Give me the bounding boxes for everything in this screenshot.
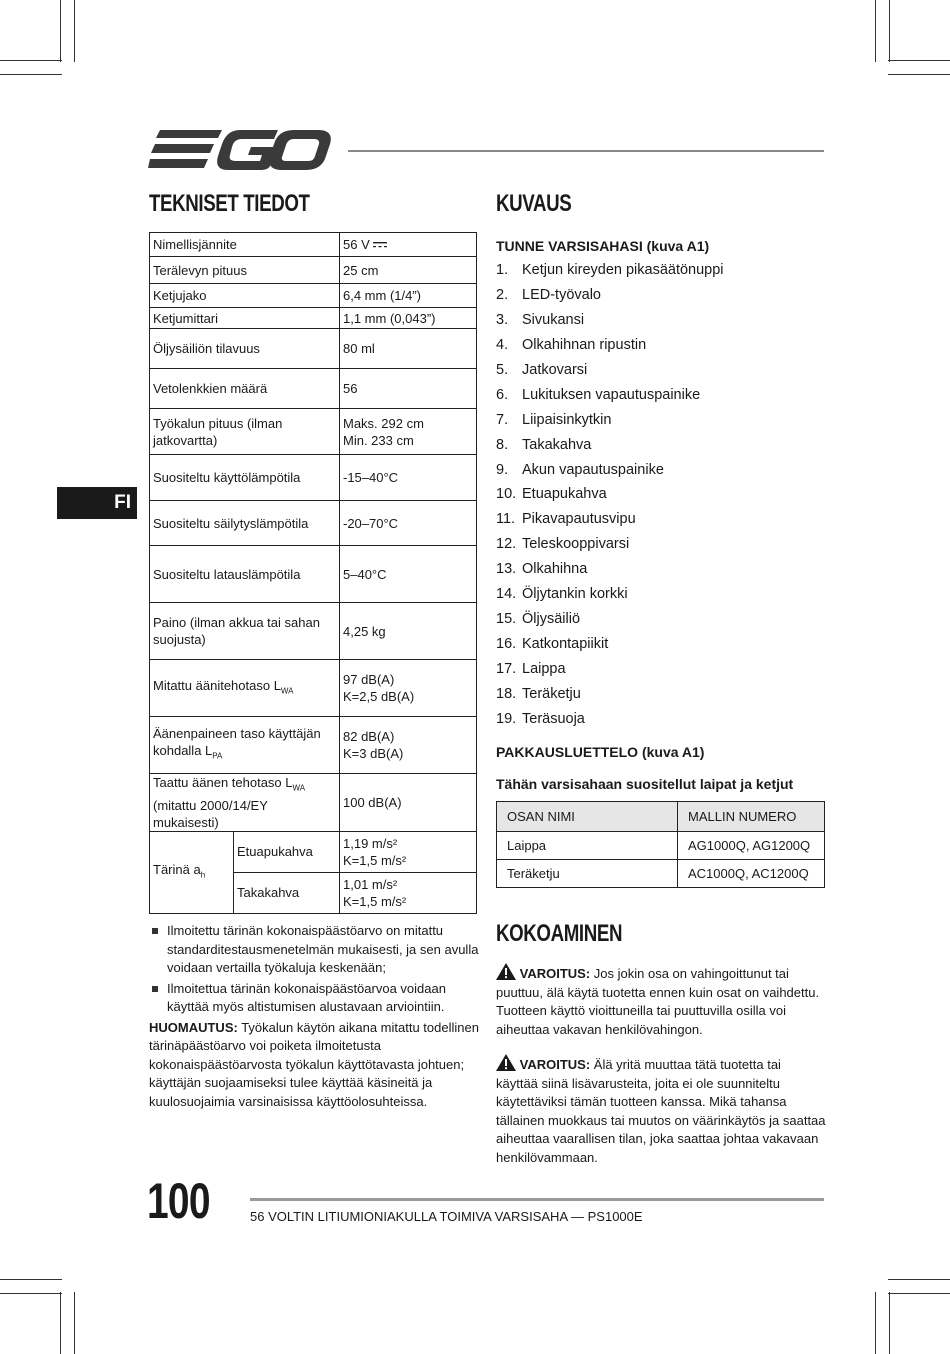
list-item: 9. Akun vapautuspainike [496, 461, 664, 478]
warning-paragraph: VAROITUS: Jos jokin osa on vahingoittunut tai puuttuu, älä käytä tuotetta ennen kuin osat on vaihdettu. Tuotteen käyttö vioittuneilla tai puuttuvilla osilla voi aiheuttaa vakavan henkilövahingon. [496, 963, 826, 1039]
spec-value: 1,1 mm (0,043”) [340, 308, 477, 329]
spec-value: -20–70°C [340, 501, 477, 546]
crop-mark [875, 1292, 876, 1354]
list-item: 13. Olkahihna [496, 561, 588, 578]
spec-table [149, 232, 477, 914]
bar-chain-table [496, 801, 825, 888]
note-paragraph: HUOMAUTUS: Työkalun käytön aikana mitattu todellinen tärinäpäästöarvo voi poiketa ilmoitetusta kokonaispäästöarvosta työkalun käyttötavasta johtuen; käyttäjän suojaamiseksi tulee käyttää käsineitä ja kuulosuojaimia varsinaisissa käyttöolosuhteissa. [149, 1019, 479, 1109]
spec-value: 25 cm [340, 257, 477, 284]
vibration-notes [149, 922, 479, 1111]
table-row [497, 860, 825, 888]
table-row [150, 409, 477, 455]
table-cell: Laippa [497, 832, 678, 860]
list-item: Ilmoitettu tärinän kokonaispäästöarvo on mitattu standarditestausmenetelmän mukaisesti, ja sen avulla voidaan vertailla työkaluja keskenään; [149, 922, 479, 978]
table-cell: Teräketju [497, 860, 678, 888]
list-item: 4. Olkahihnan ripustin [496, 336, 647, 353]
warning-label: VAROITUS: [519, 1057, 591, 1072]
warning-triangle-icon [496, 963, 516, 980]
crop-mark [0, 1279, 62, 1280]
column-header: OSAN NIMI [497, 802, 678, 832]
spec-label: Mitattu äänitehotaso $L_{WA}$ [150, 660, 340, 717]
table-row [150, 660, 477, 717]
spec-value: -15–40°C [340, 455, 477, 501]
crop-mark [888, 1293, 950, 1294]
page-number: 100 [147, 1173, 210, 1229]
crop-mark [888, 1279, 950, 1280]
table-row [150, 603, 477, 660]
table-row [150, 455, 477, 501]
spec-label: Paino (ilman akkua tai sahan suojusta) [150, 603, 340, 660]
table-row [150, 369, 477, 409]
spec-value: Maks. 292 cm Min. 233 cm [340, 409, 477, 455]
list-item: 7. Liipaisinkytkin [496, 411, 612, 428]
list-item: Ilmoitettua tärinän kokonaispäästöarvoa voidaan käyttää myös altistumisen alustavaan arviointiin. [149, 980, 479, 1017]
ego-logo [148, 128, 332, 174]
spec-value: 5–40°C [340, 546, 477, 603]
list-item: 11. Pikavapautusvipu [496, 511, 636, 528]
footer-rule [250, 1198, 824, 1201]
vibration-handle: Etuapukahva [234, 831, 340, 872]
crop-mark [0, 1293, 62, 1294]
table-cell: AG1000Q, AG1200Q [678, 832, 825, 860]
table-row [150, 831, 477, 872]
spec-value: 4,25 kg [340, 603, 477, 660]
warning-triangle-icon [496, 1054, 516, 1071]
list-item: 10. Etuapukahva [496, 486, 607, 503]
spec-value: 1,01 m/s² K=1,5 m/s² [340, 872, 477, 913]
list-item: 16. Katkontapiikit [496, 636, 609, 653]
list-item: 15. Öljysäiliö [496, 611, 581, 628]
spec-value: 82 dB(A) K=3 dB(A) [340, 717, 477, 774]
spec-label: Suositeltu latauslämpötila [150, 546, 340, 603]
table-row [150, 329, 477, 369]
table-row [150, 717, 477, 774]
crop-mark [889, 1292, 890, 1354]
spec-value: 97 dB(A) K=2,5 dB(A) [340, 660, 477, 717]
list-item: 5. Jatkovarsi [496, 361, 588, 378]
specs-heading: TEKNISET TIEDOT [149, 190, 310, 217]
crop-mark [875, 0, 876, 62]
packing-heading: PAKKAUSLUETTELO (kuva A1) [496, 744, 705, 760]
description-heading: KUVAUS [496, 190, 572, 217]
list-item: 19. Teräsuoja [496, 710, 585, 727]
spec-label: Työkalun pituus (ilman jatkovartta) [150, 409, 340, 455]
crop-mark [0, 74, 62, 75]
spec-value: 6,4 mm (1/4”) [340, 284, 477, 308]
spec-label: Ketjumittari [150, 308, 340, 329]
crop-mark [74, 1292, 75, 1354]
spec-label: Ketjujako [150, 284, 340, 308]
crop-mark [60, 1292, 61, 1354]
spec-value: 56 [340, 369, 477, 409]
table-row [150, 501, 477, 546]
table-row [150, 257, 477, 284]
list-item: 14. Öljytankin korkki [496, 586, 628, 603]
table-row [150, 774, 477, 832]
spec-label: Nimellisjännite [150, 233, 340, 257]
spec-label: Terälevyn pituus [150, 257, 340, 284]
vibration-handle: Takakahva [234, 872, 340, 913]
list-item: 2. LED-työvalo [496, 286, 601, 303]
warning-paragraph: VAROITUS: Älä yritä muuttaa tätä tuotetta tai käyttää siinä lisävarusteita, joita ei ole suunniteltu käytettäviksi tämän tuotteen kanssa. Mikä tahansa tällainen muokkaus tai muutos on väärinkäytös ja saattaa aiheuttaa vaarallisen tilan, joka saattaa johtaa vakavaan henkilövammaan. [496, 1054, 826, 1167]
crop-mark [888, 74, 950, 75]
spec-label: Öljysäiliön tilavuus [150, 329, 340, 369]
spec-value: 56 V [340, 233, 477, 257]
list-item: 18. Teräketju [496, 685, 581, 702]
spec-label: Suositeltu käyttölämpötila [150, 455, 340, 501]
spec-label: Äänenpaineen taso käyttäjän kohdalla $L_{PA}$ [150, 717, 340, 774]
crop-mark [60, 0, 61, 62]
crop-mark [889, 0, 890, 62]
assembly-heading: KOKOAMINEN [496, 920, 623, 947]
table-row [150, 284, 477, 308]
list-item: 17. Laippa [496, 661, 566, 677]
spec-label: Vetolenkkien määrä [150, 369, 340, 409]
parts-list [496, 258, 724, 732]
parts-subheading: TUNNE VARSISAHASI (kuva A1) [496, 238, 710, 254]
list-item: 1. Ketjun kireyden pikasäätönuppi [496, 262, 724, 278]
list-item: 6. Lukituksen vapautuspainike [496, 386, 701, 403]
list-item: 8. Takakahva [496, 436, 592, 453]
table-row [150, 546, 477, 603]
table-row [150, 308, 477, 329]
header-rule [348, 150, 824, 152]
crop-mark [888, 60, 950, 61]
vibration-label: Tärinä $a_h$ [150, 831, 234, 913]
spec-label: Taattu äänen tehotaso $L_{WA}$ (mitattu 2000/14/EY mukaisesti) [150, 774, 340, 832]
table-row [497, 832, 825, 860]
spec-value: 80 ml [340, 329, 477, 369]
list-item: 3. Sivukansi [496, 311, 585, 328]
crop-mark [0, 60, 62, 61]
spec-label: Suositeltu säilytyslämpötila [150, 501, 340, 546]
table-cell: AC1000Q, AC1200Q [678, 860, 825, 888]
language-tab: FI [57, 487, 137, 519]
footer-title: 56 VOLTIN LITIUMIONIAKULLA TOIMIVA VARSISAHA — PS1000E [250, 1209, 643, 1224]
crop-mark [74, 0, 75, 62]
recommended-heading: Tähän varsisahaan suositellut laipat ja ketjut [496, 776, 794, 792]
spec-value: 100 dB(A) [340, 774, 477, 832]
dc-symbol-icon [373, 241, 387, 249]
warning-label: VAROITUS: [519, 966, 591, 981]
table-header-row [497, 802, 825, 832]
note-label: HUOMAUTUS: [149, 1019, 238, 1035]
table-row [150, 233, 477, 257]
spec-value: 1,19 m/s² K=1,5 m/s² [340, 831, 477, 872]
list-item: 12. Teleskooppivarsi [496, 536, 630, 553]
column-header: MALLIN NUMERO [678, 802, 825, 832]
